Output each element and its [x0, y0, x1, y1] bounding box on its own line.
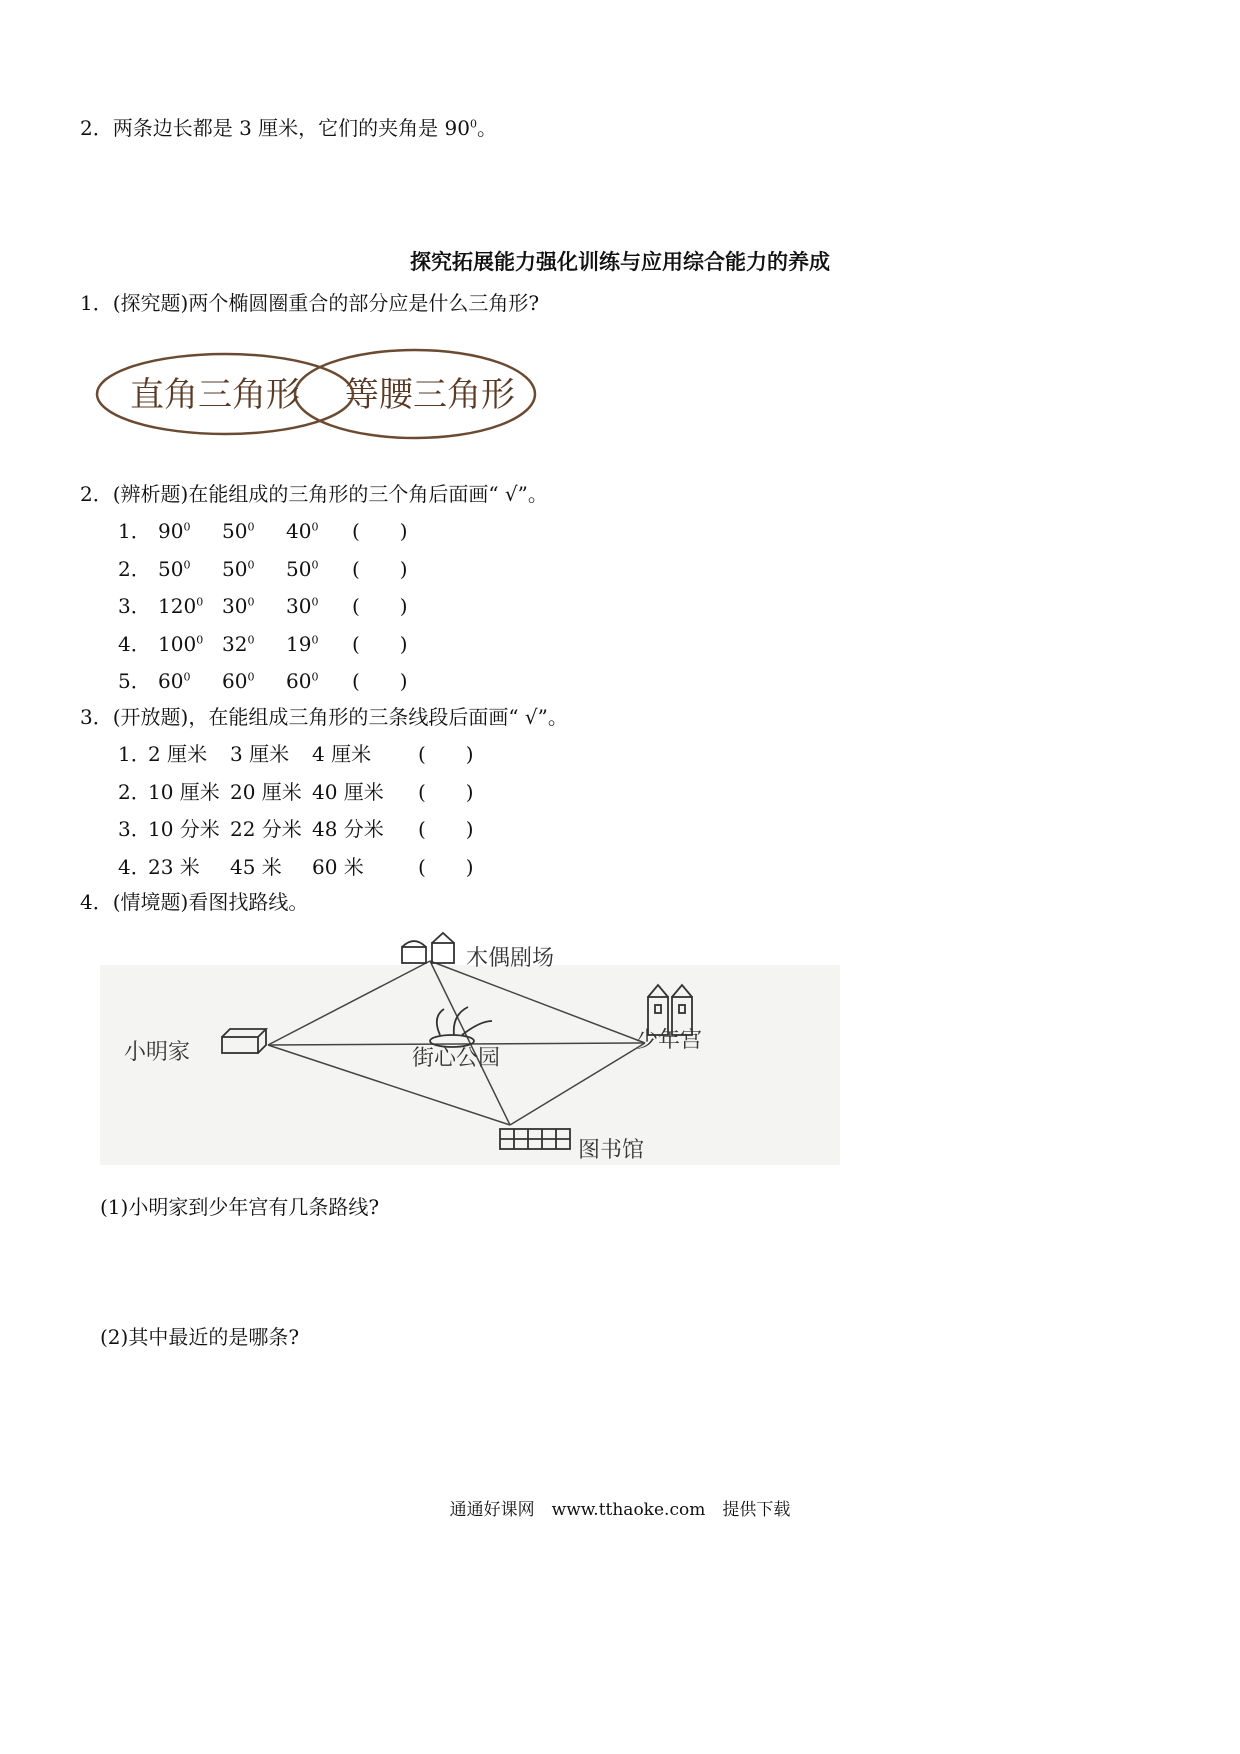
segment-b: 20 厘米 [230, 779, 302, 804]
segment-a: 10 分米 [148, 817, 220, 841]
degree-mark: 0 [247, 520, 255, 534]
degree-mark: 0 [247, 557, 255, 571]
segment-b: 45 米 [230, 854, 282, 879]
degree-mark: 0 [183, 557, 191, 571]
segment-c: 4 厘米 [312, 742, 372, 766]
degree-mark: 0 [311, 557, 319, 571]
question-number: 2． [80, 116, 113, 140]
segment-c: 48 分米 [312, 817, 384, 841]
segment-a: 23 米 [148, 854, 200, 879]
degree-mark: 0 [196, 632, 204, 646]
answer-blank[interactable]: ( ) [352, 519, 408, 543]
theater-icon [402, 933, 454, 963]
question-number: 1． [80, 291, 113, 315]
label-theater: 木偶剧场 [466, 946, 555, 971]
degree-mark: 0 [311, 670, 319, 684]
angle-c: $60^0$ [286, 669, 319, 693]
degree-mark: 0 [247, 595, 255, 609]
row-number: 2． [118, 556, 151, 581]
segment-c: 40 厘米 [312, 779, 384, 804]
question-2-top [80, 115, 497, 141]
question-number: 3． [80, 705, 113, 729]
question-text: (开放题)，在能组成三角形的三条线段后面画“ √”。 [112, 705, 568, 729]
angle-a: $90^0$ [158, 519, 191, 543]
question-4 [80, 889, 308, 915]
angle-c: $50^0$ [286, 556, 319, 581]
angle-c: $40^0$ [286, 519, 319, 543]
label-library: 图书馆 [578, 1138, 645, 1163]
venn-right-label: 等腰三角形 [345, 375, 515, 415]
answer-blank[interactable]: ( ) [418, 779, 474, 804]
label-park: 街心公园 [412, 1046, 501, 1071]
label-palace: 少年宫 [636, 1028, 703, 1053]
row-number: 3． [118, 817, 151, 841]
question-number: 2． [80, 482, 113, 506]
venn-diagram [90, 342, 570, 452]
question-number: 4． [80, 890, 113, 914]
degree-mark: 0 [469, 117, 477, 131]
answer-blank[interactable]: ( ) [418, 817, 474, 841]
row-number: 5． [118, 669, 151, 693]
question-2 [80, 481, 548, 507]
degree-mark: 0 [183, 520, 191, 534]
row-number: 1． [118, 519, 151, 543]
section-title: 探究拓展能力强化训练与应用综合能力的养成 [410, 249, 830, 274]
row-number: 4． [118, 854, 151, 879]
angle-b: $50^0$ [222, 519, 255, 543]
degree-mark: 0 [311, 595, 319, 609]
row-number: 4． [118, 631, 151, 656]
degree-mark: 0 [183, 670, 191, 684]
sub-question-2: (2)其中最近的是哪条? [100, 1325, 300, 1349]
row-number: 2． [118, 779, 151, 804]
question-text: 两条边长都是 3 厘米，它们的夹角是 90 [112, 116, 470, 140]
angle-a: $120^0$ [158, 594, 204, 618]
angle-a: $50^0$ [158, 556, 191, 581]
degree-mark: 0 [247, 632, 255, 646]
route-map [100, 925, 840, 1185]
question-1 [80, 290, 539, 316]
segment-a: 10 厘米 [148, 779, 220, 804]
answer-blank[interactable]: ( ) [352, 594, 408, 618]
label-home: 小明家 [124, 1040, 191, 1065]
question-text: (情境题)看图找路线。 [112, 890, 309, 914]
row-number: 3． [118, 594, 151, 618]
answer-blank[interactable]: ( ) [418, 742, 474, 766]
sub-question-1: (1)小明家到少年宫有几条路线? [100, 1195, 380, 1219]
answer-blank[interactable]: ( ) [352, 669, 408, 693]
question-3 [80, 704, 568, 730]
venn-left-label: 直角三角形 [130, 375, 300, 415]
answer-blank[interactable]: ( ) [418, 854, 474, 879]
page-footer: 通通好课网 www.tthaoke.com 提供下载 [449, 1500, 791, 1520]
segment-b: 3 厘米 [230, 742, 290, 766]
angle-b: $32^0$ [222, 631, 255, 656]
question-end: 。 [476, 116, 497, 140]
angle-b: $60^0$ [222, 669, 255, 693]
answer-blank[interactable]: ( ) [352, 556, 408, 581]
segment-a: 2 厘米 [148, 742, 208, 766]
degree-mark: 0 [247, 670, 255, 684]
angle-c: $30^0$ [286, 594, 319, 618]
angle-c: $19^0$ [286, 631, 319, 656]
degree-mark: 0 [311, 632, 319, 646]
angle-b: $30^0$ [222, 594, 255, 618]
segment-c: 60 米 [312, 854, 364, 879]
degree-mark: 0 [196, 595, 204, 609]
question-text: (辨析题)在能组成的三角形的三个角后面画“ √”。 [112, 482, 548, 506]
angle-b: $50^0$ [222, 556, 255, 581]
angle-a: $100^0$ [158, 631, 204, 656]
row-number: 1． [118, 742, 151, 766]
degree-mark: 0 [311, 520, 319, 534]
angle-a: $60^0$ [158, 669, 191, 693]
question-text: (探究题)两个椭圆圈重合的部分应是什么三角形? [112, 291, 540, 315]
segment-b: 22 分米 [230, 817, 302, 841]
answer-blank[interactable]: ( ) [352, 631, 408, 656]
